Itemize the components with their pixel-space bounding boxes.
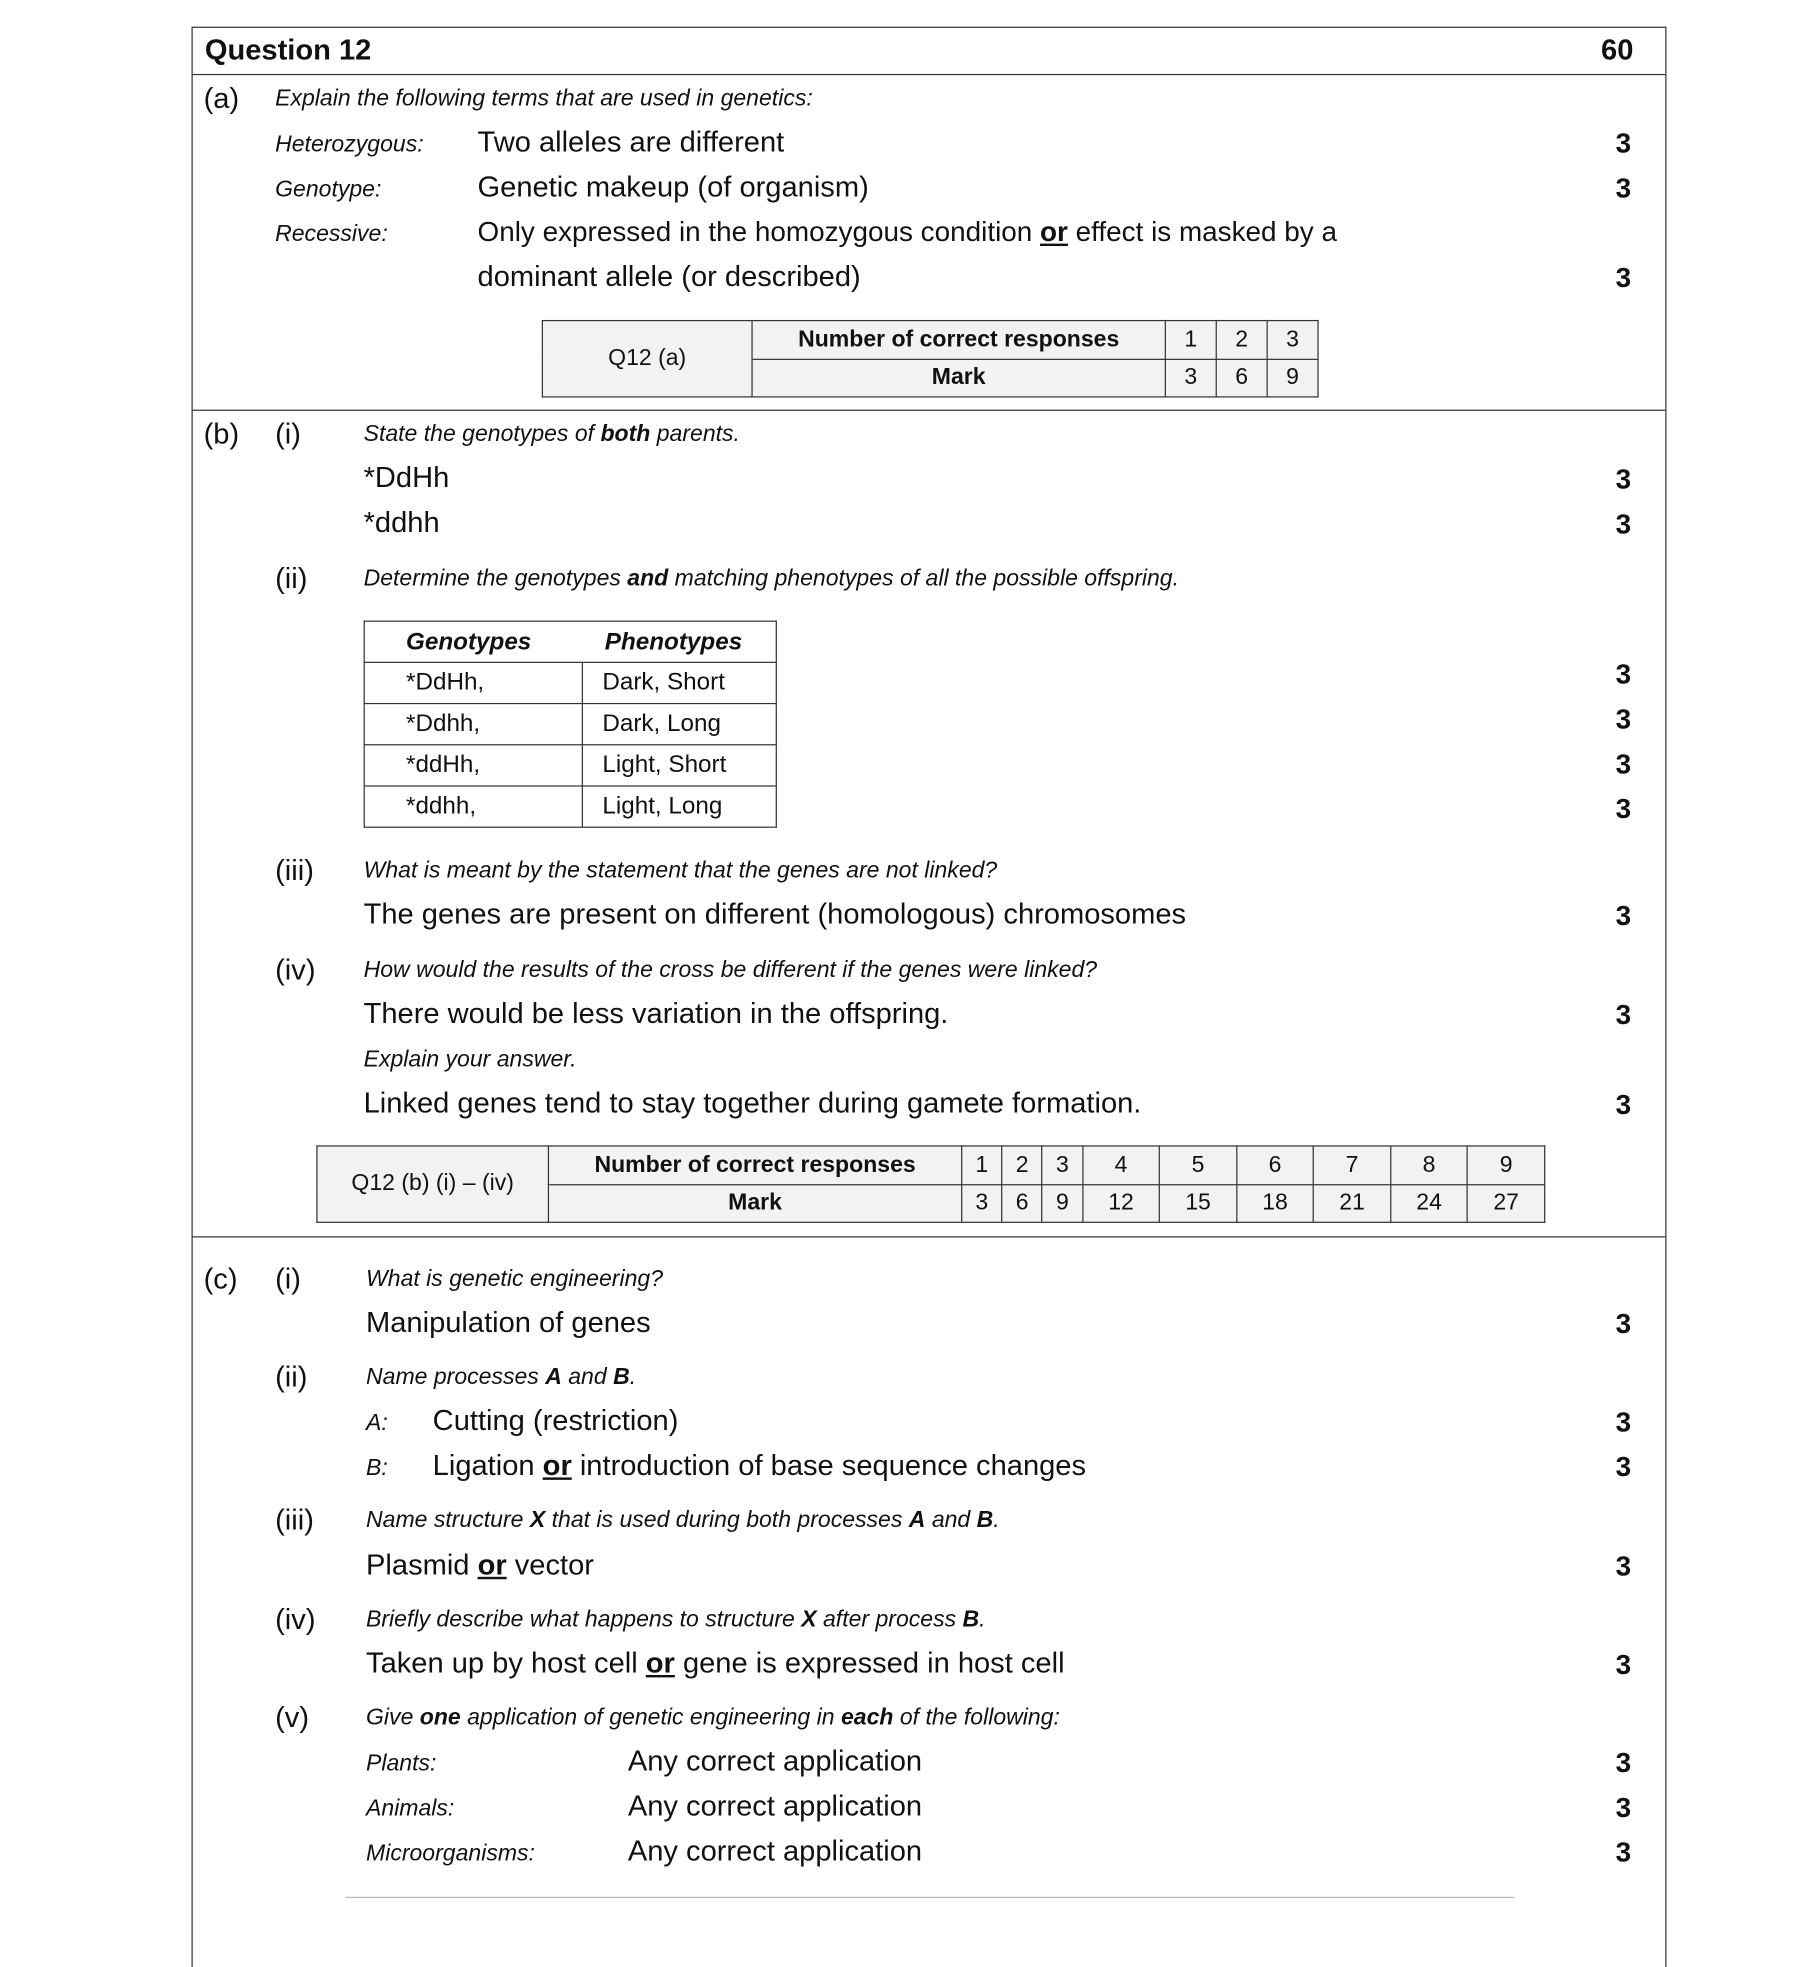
answer: *DdHh	[363, 461, 450, 495]
mark: 3	[1615, 1405, 1632, 1438]
subpart-label: (ii)	[275, 562, 308, 596]
q: parents.	[650, 421, 740, 448]
process-label: A:	[366, 1410, 388, 1437]
mark: 3	[1615, 127, 1632, 159]
q-bold: both	[600, 421, 651, 448]
q: that is used during both processes	[545, 1507, 909, 1534]
or-keyword: or	[542, 1449, 572, 1483]
subpart-label: (i)	[275, 1262, 301, 1296]
subpart-label: (iv)	[275, 953, 316, 987]
question-text	[366, 1608, 986, 1631]
or-keyword: or	[477, 1548, 507, 1582]
subpart-label: (ii)	[275, 1361, 308, 1394]
q: and	[561, 1364, 614, 1391]
cell: 9	[1468, 1146, 1545, 1185]
mark: 3	[1615, 507, 1632, 540]
mark: 3	[1615, 1836, 1632, 1868]
divider	[191, 74, 1665, 75]
question-text: Explain the following terms that are used in genetics:	[275, 86, 813, 112]
answer: Cutting (restriction)	[432, 1404, 679, 1438]
mark: 3	[1615, 1746, 1632, 1779]
q-bold: each	[840, 1705, 894, 1731]
q: State the genotypes of	[363, 421, 601, 448]
table-edge	[345, 1897, 1515, 1898]
answer	[477, 215, 1337, 248]
row-header: Number of correct responses	[752, 321, 1165, 360]
answer: Any correct application	[627, 1745, 923, 1779]
category-label: Plants:	[366, 1751, 437, 1777]
cell: 21	[1314, 1185, 1391, 1223]
term-label: Genotype:	[275, 176, 382, 203]
mark: 3	[1615, 261, 1632, 294]
q: and	[925, 1507, 977, 1534]
cell: 4	[1083, 1146, 1160, 1185]
answer-part: gene is expressed in host cell	[682, 1647, 1065, 1680]
answer	[366, 1647, 1065, 1680]
answer	[366, 1548, 594, 1582]
answer: The genes are present on different (homologous) chromosomes	[363, 898, 1187, 931]
question-text	[364, 567, 1179, 590]
cell: Dark, Long	[582, 704, 776, 745]
table-row	[364, 704, 776, 745]
divider	[191, 1236, 1665, 1237]
answer-part: introduction of base sequence changes	[579, 1449, 1087, 1483]
cell: *DdHh,	[364, 662, 582, 703]
cell: 9	[1042, 1185, 1082, 1223]
cell: 3	[1267, 321, 1318, 360]
term-label: Heterozygous:	[275, 132, 424, 158]
answer-part: Only expressed in the homozygous condition	[477, 215, 1033, 248]
table-row	[364, 662, 776, 703]
total-marks: 60	[1601, 33, 1634, 67]
q-bold: X	[801, 1607, 817, 1633]
subpart-label: (iii)	[275, 854, 314, 888]
answer: Any correct application	[627, 1834, 923, 1868]
table-name: Q12 (a)	[542, 321, 752, 397]
cell: 7	[1314, 1146, 1391, 1185]
mark: 3	[1615, 658, 1632, 690]
cell: 5	[1160, 1146, 1237, 1185]
subpart-label: (v)	[275, 1701, 310, 1735]
mark: 3	[1615, 747, 1632, 780]
row-header: Mark	[752, 359, 1165, 397]
column-header: Genotypes	[406, 629, 532, 656]
question-text: What is meant by the statement that the genes are not linked?	[363, 858, 998, 884]
cell: 2	[1216, 321, 1267, 360]
q: Determine the genotypes	[363, 566, 628, 592]
answer: Two alleles are different	[477, 126, 785, 159]
divider	[191, 410, 1665, 411]
part-label: (a)	[203, 82, 240, 116]
question-title: Question 12	[204, 33, 372, 67]
question-text: What is genetic engineering?	[366, 1266, 664, 1292]
cell: 6	[1237, 1146, 1314, 1185]
mark: 3	[1615, 998, 1632, 1031]
question-text: How would the results of the cross be different if the genes were linked?	[363, 957, 1098, 983]
answer	[432, 1449, 1087, 1483]
q: application of genetic engineering in	[460, 1705, 841, 1731]
subpart-label: (iii)	[275, 1504, 314, 1537]
question-text	[364, 423, 740, 446]
answer: dominant allele (or described)	[477, 260, 861, 294]
answer: Any correct application	[627, 1790, 923, 1823]
process-label: B:	[366, 1455, 388, 1482]
q: Briefly describe what happens to structure	[366, 1607, 802, 1633]
category-label: Animals:	[366, 1796, 455, 1822]
cell: 15	[1160, 1185, 1237, 1223]
mark: 3	[1615, 1088, 1632, 1120]
cell: Light, Short	[582, 745, 776, 786]
q-bold: A	[545, 1364, 562, 1391]
subpart-label: (i)	[275, 418, 301, 451]
cell: 1	[962, 1146, 1002, 1185]
question-text	[366, 1509, 1000, 1532]
cell: 3	[1042, 1146, 1082, 1185]
or-keyword: or	[645, 1647, 675, 1680]
q: matching phenotypes of all the possible offspring.	[668, 566, 1180, 592]
column-header: Phenotypes	[604, 629, 743, 656]
row-header: Number of correct responses	[548, 1146, 961, 1185]
cell: *Ddhh,	[364, 704, 582, 745]
q-bold: and	[627, 566, 669, 592]
cell: 27	[1468, 1185, 1545, 1223]
cell: Dark, Short	[582, 662, 776, 703]
mark: 3	[1615, 462, 1632, 495]
marks-table-b	[316, 1145, 1545, 1223]
question-text	[366, 1706, 1060, 1729]
cell: 9	[1267, 359, 1318, 397]
cell: 6	[1216, 359, 1267, 397]
q-bold: one	[419, 1705, 461, 1731]
mark: 3	[1615, 1791, 1632, 1823]
cell: 1	[1165, 321, 1216, 360]
q-bold: B	[976, 1507, 994, 1534]
answer: There would be less variation in the offspring.	[363, 997, 949, 1031]
or-keyword: or	[1040, 215, 1068, 248]
answer: Linked genes tend to stay together during gamete formation.	[363, 1087, 1142, 1120]
q-bold: B	[962, 1607, 980, 1633]
q: of the following:	[893, 1705, 1060, 1731]
cell: 3	[962, 1185, 1002, 1223]
cell: 18	[1237, 1185, 1314, 1223]
marks-table-a	[542, 320, 1319, 398]
mark: 3	[1615, 1648, 1632, 1680]
mark: 3	[1615, 792, 1632, 825]
q: Name processes	[366, 1364, 546, 1391]
q: .	[979, 1607, 986, 1633]
cell: *ddHh,	[364, 745, 582, 786]
answer-part: effect is masked by a	[1075, 215, 1337, 248]
table-row	[364, 745, 776, 786]
cell: Light, Long	[582, 786, 776, 827]
answer-part: Plasmid	[366, 1548, 470, 1582]
answer: Manipulation of genes	[366, 1306, 651, 1340]
row-header: Mark	[548, 1185, 961, 1223]
cell: 8	[1391, 1146, 1468, 1185]
answer-part: Taken up by host cell	[366, 1647, 638, 1680]
answer: *ddhh	[363, 506, 440, 540]
table-row	[364, 786, 776, 827]
part-label: (b)	[203, 418, 240, 451]
q-bold: X	[529, 1507, 546, 1534]
mark: 3	[1615, 1307, 1632, 1340]
cell: *ddhh,	[364, 786, 582, 827]
q-bold: A	[908, 1507, 926, 1534]
cell: 6	[1002, 1185, 1042, 1223]
term-label: Recessive:	[275, 221, 388, 248]
q: after process	[816, 1607, 963, 1633]
answer: Genetic makeup (of organism)	[477, 170, 869, 204]
part-label: (c)	[203, 1262, 238, 1296]
answer-part: Ligation	[432, 1449, 535, 1483]
q: Name structure	[366, 1507, 530, 1534]
answer-part: vector	[514, 1548, 594, 1582]
mark: 3	[1615, 702, 1632, 735]
mark: 3	[1615, 1550, 1632, 1582]
genotype-table	[364, 621, 777, 828]
question-text	[366, 1366, 636, 1389]
cell: 2	[1002, 1146, 1042, 1185]
cell: 3	[1165, 359, 1216, 397]
table-name: Q12 (b) (i) – (iv)	[317, 1146, 548, 1222]
cell: 24	[1391, 1185, 1468, 1223]
mark: 3	[1615, 172, 1632, 204]
q: Give	[366, 1705, 420, 1731]
question-text: Explain your answer.	[363, 1047, 577, 1073]
cell: 12	[1083, 1185, 1160, 1223]
q-bold: B	[613, 1364, 630, 1391]
q: .	[629, 1364, 637, 1391]
mark: 3	[1615, 899, 1632, 931]
mark: 3	[1615, 1450, 1632, 1483]
subpart-label: (iv)	[275, 1603, 316, 1637]
q: .	[993, 1507, 1000, 1534]
category-label: Microorganisms:	[366, 1841, 535, 1867]
